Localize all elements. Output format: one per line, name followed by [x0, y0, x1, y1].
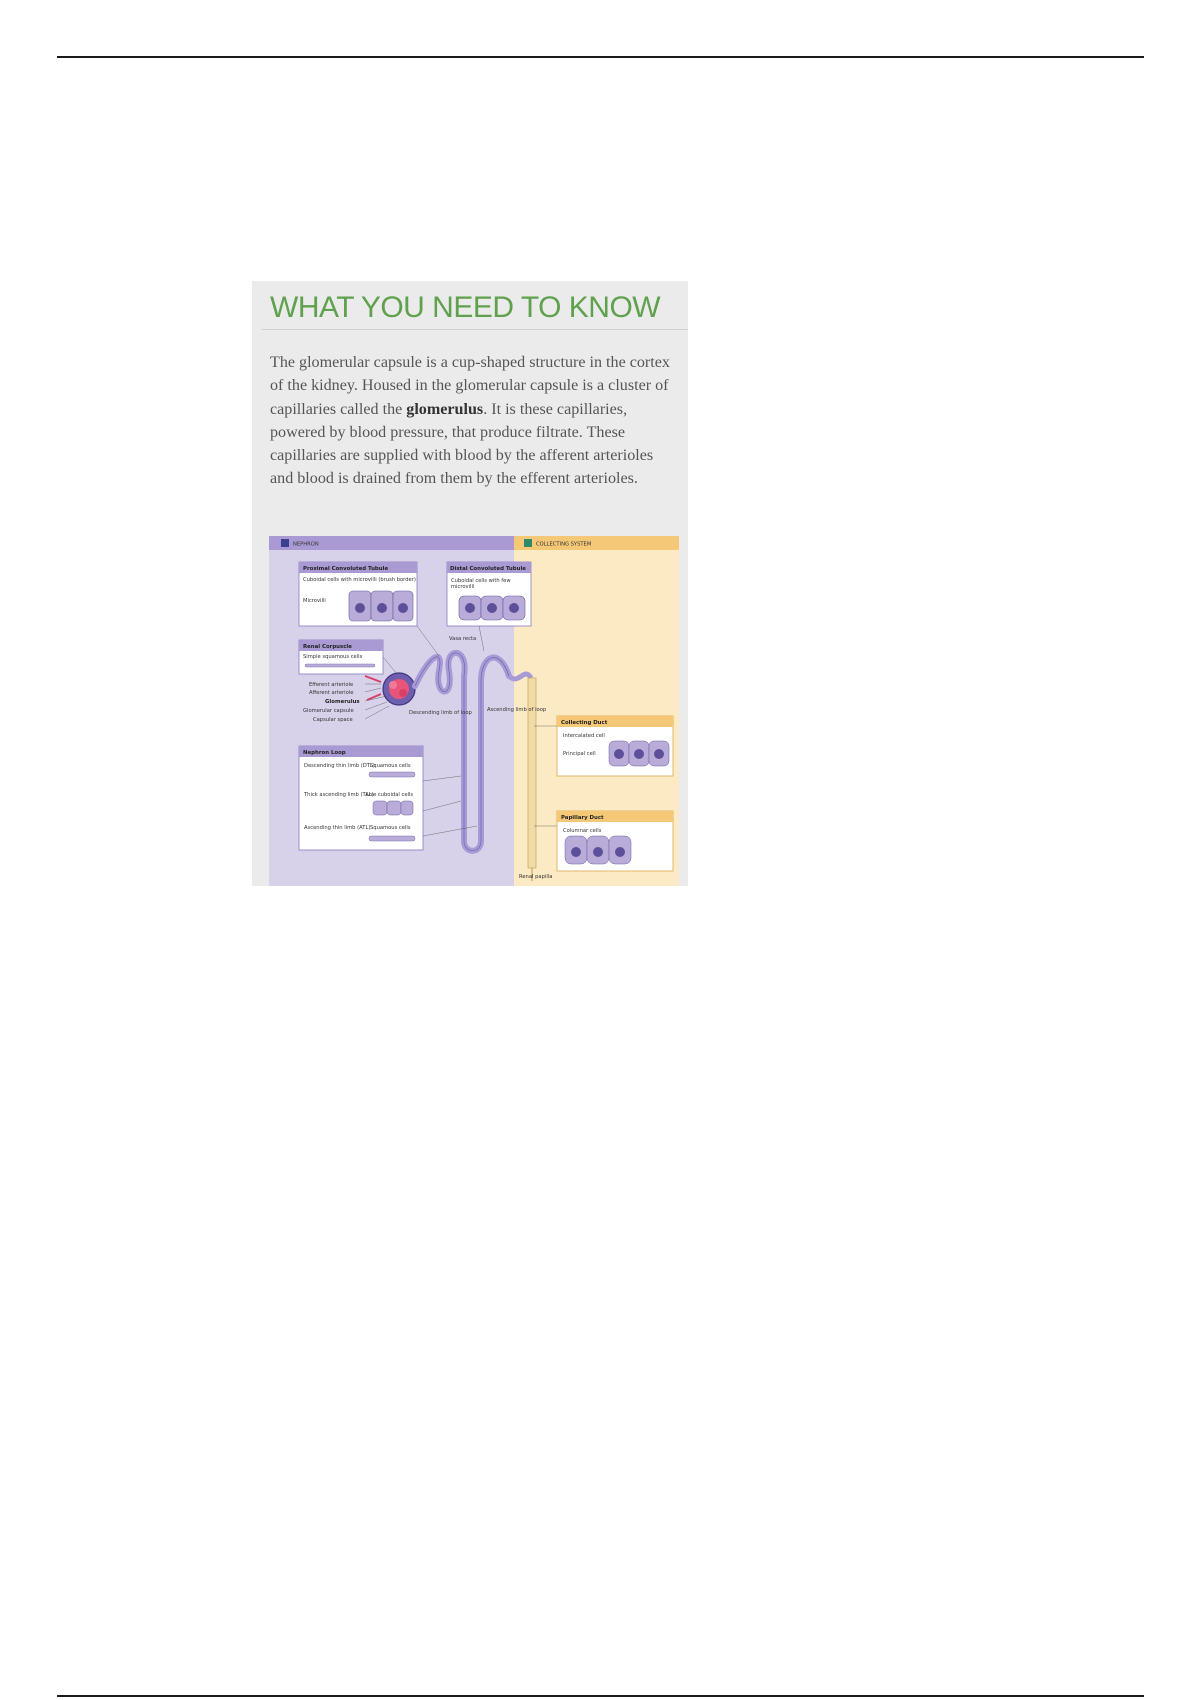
bottom-rule: [57, 1695, 1144, 1697]
label-descending: Descending limb of loop: [409, 710, 472, 716]
card-body: [270, 351, 675, 491]
label-ascending: Ascending limb of loop: [487, 707, 547, 713]
nephron-loop-box: [299, 746, 423, 850]
body-bold-term: glomerulus: [406, 400, 484, 418]
label-capsular-space: Capsular space: [313, 717, 353, 723]
pd-line1: Columnar cells: [563, 828, 602, 834]
body-text-1: The glomerular capsule is a cup-shaped structure in the cortex of the kidney. Housed in the glomerular capsule is a cluster of capillaries called the: [270, 354, 670, 418]
loop-row3b: Squamous cells: [370, 825, 411, 831]
renal-title: Renal Corpuscle: [303, 644, 352, 650]
pct-box: [299, 562, 417, 626]
loop-row1a: Descending thin limb (DTL): [304, 763, 375, 769]
body-text-2: . It is these capillaries, powered by blood pressure, that produce filtrate. These capillaries are supplied with blood by the afferent arterioles and blood is drained from them by the efferent arterioles.: [270, 400, 654, 488]
label-glomerulus: Glomerulus: [325, 699, 360, 705]
card-title: WHAT YOU NEED TO KNOW: [270, 291, 661, 324]
collecting-header-icon: [524, 539, 532, 547]
cd-line2: Principal cell: [563, 751, 596, 757]
loop-title: Nephron Loop: [303, 750, 346, 756]
label-renal-papilla: Renal papilla: [519, 874, 553, 880]
papillary-duct-box: [557, 811, 673, 871]
loop-row1b: Squamous cells: [370, 763, 411, 769]
renal-line1: Simple squamous cells: [303, 654, 363, 660]
cd-line1: Intercalated cell: [563, 733, 605, 739]
label-vasa-recta: Vasa recta: [449, 636, 477, 642]
dct-line2: microvilli: [451, 584, 475, 590]
pct-line2: Microvilli: [303, 598, 326, 604]
loop-row2b: Low cuboidal cells: [366, 792, 414, 798]
pct-line1: Cuboidal cells with microvilli (brush border): [303, 577, 416, 583]
pd-title: Papillary Duct: [561, 815, 604, 821]
label-afferent: Afferent arteriole: [309, 690, 354, 696]
collecting-duct-box: [557, 716, 673, 776]
cd-title: Collecting Duct: [561, 720, 608, 726]
collecting-header-label: COLLECTING SYSTEM: [536, 541, 592, 548]
pct-title: Proximal Convoluted Tubule: [303, 566, 389, 572]
info-card: [252, 281, 688, 886]
loop-row2a: Thick ascending limb (TAL): [304, 792, 374, 798]
dct-title: Distal Convoluted Tubule: [450, 566, 526, 572]
nephron-header-icon: [281, 539, 289, 547]
nephron-header-label: NEPHRON: [293, 541, 319, 548]
renal-corpuscle-box: [299, 640, 383, 674]
label-capsule: Glomerular capsule: [303, 708, 354, 714]
top-rule: [57, 56, 1144, 58]
nephron-figure: [269, 536, 679, 886]
card-divider: [262, 329, 688, 330]
dct-line1: Cuboidal cells with few: [451, 578, 511, 584]
loop-row3a: Ascending thin limb (ATL): [304, 825, 371, 831]
label-efferent: Efferent arteriole: [309, 682, 354, 688]
dct-box: [447, 562, 531, 626]
nephron-diagram: [269, 536, 679, 886]
